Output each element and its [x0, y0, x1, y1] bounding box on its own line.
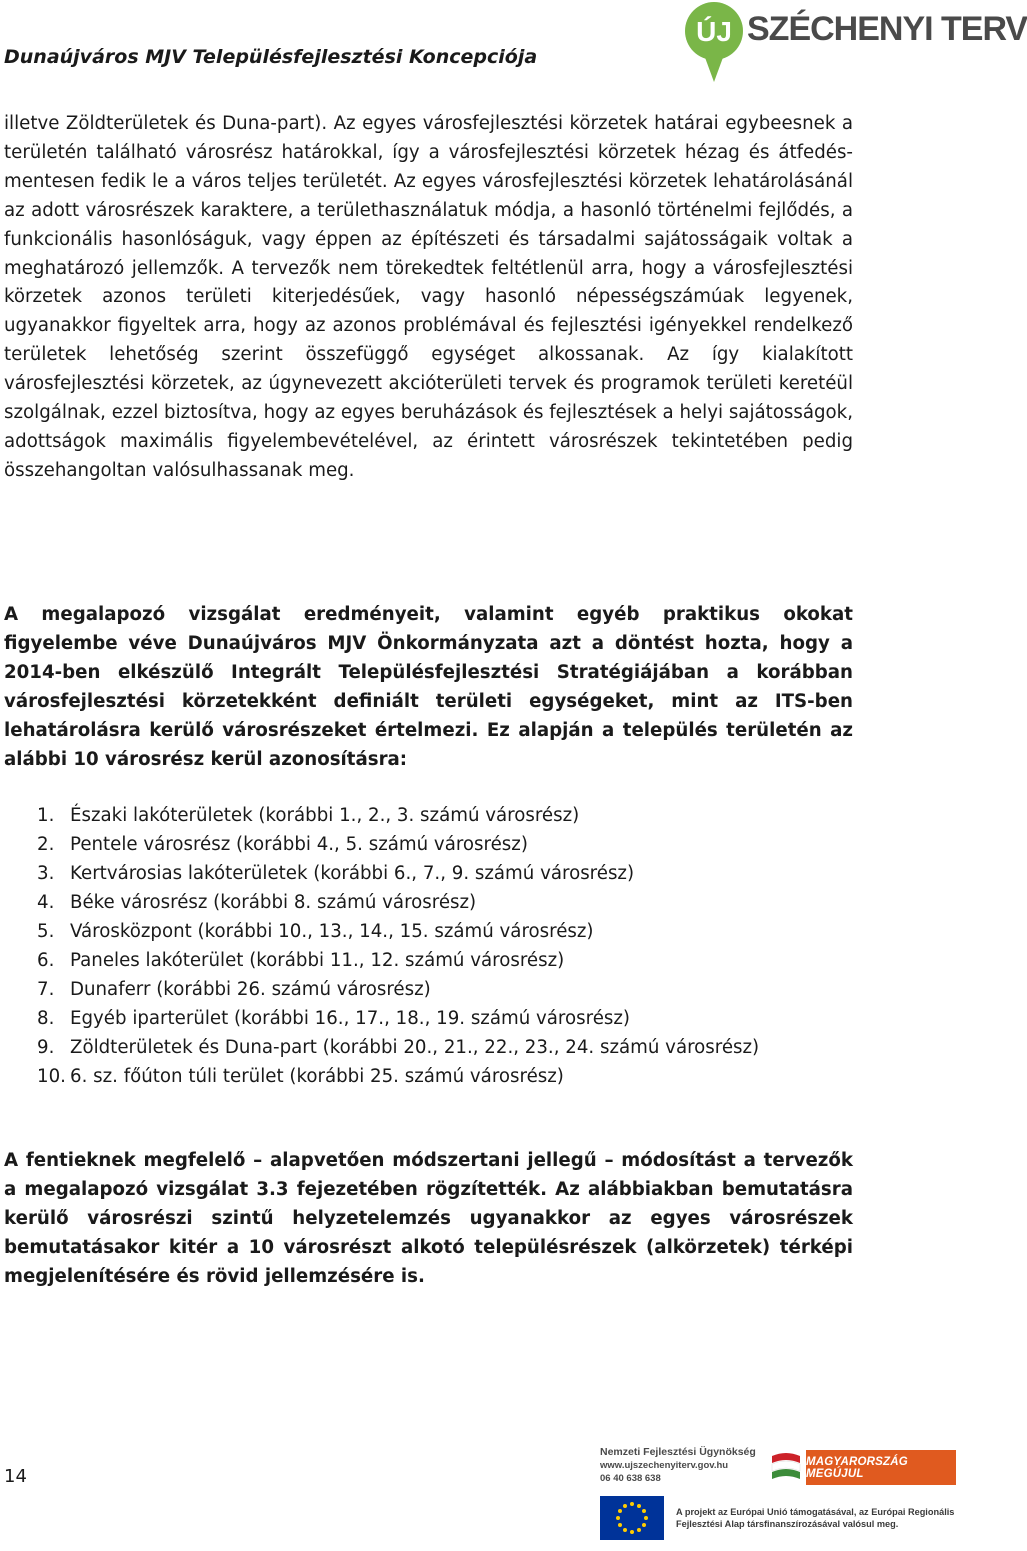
list-item-text: Északi lakóterületek (korábbi 1., 2., 3. számú városrész) — [70, 805, 580, 826]
list-item-number: 7. — [37, 979, 55, 1000]
list-item-number: 6. — [37, 950, 55, 971]
list-item — [4, 917, 853, 946]
district-list — [4, 801, 853, 1091]
list-item — [4, 888, 853, 917]
list-item-text: Zöldterületek és Duna-part (korábbi 20., 21., 22., 23., 24. számú városrész) — [70, 1037, 760, 1058]
uj-logo-mark: ÚJ — [696, 16, 732, 47]
list-item — [4, 801, 853, 830]
eu-flag-icon — [600, 1496, 664, 1540]
list-item — [4, 975, 853, 1004]
eu-funding-caption: A projekt az Európai Unió támogatásával, az Európai Regionális Fejlesztési Alap társfinanszírozásával valósul meg. — [676, 1507, 955, 1529]
document-header-title: Dunaújváros MJV Településfejlesztési Koncepciója — [4, 46, 538, 68]
list-item — [4, 1033, 853, 1062]
list-item-number: 3. — [37, 863, 55, 884]
szechenyi-terv-logo — [683, 0, 1027, 84]
paragraph-decision: A megalapozó vizsgálat eredményeit, valamint egyéb praktikus okokat figyelembe véve Dunaújváros MJV Önkormányzata azt a döntést hozta, hogy a 2014-ben elkészülő Integrált Településfejlesztési Stratégiájában a korábban városfejlesztési körzetekként definiált területi egységeket, mint az ITS-ben lehatárolásra kerülő városrészeket értelmezi. Ez alapján a település területén az alábbi 10 városrész kerül azonosításra: — [4, 604, 853, 770]
list-item-text: Pentele városrész (korábbi 4., 5. számú városrész) — [70, 834, 528, 855]
list-item-text: Béke városrész (korábbi 8. számú városrész) — [70, 892, 477, 913]
list-item-text: 6. sz. főúton túli terület (korábbi 25. számú városrész) — [70, 1066, 564, 1087]
list-item-number: 10. — [37, 1066, 66, 1087]
list-item-text: Dunaferr (korábbi 26. számú városrész) — [70, 979, 431, 1000]
list-item-number: 4. — [37, 892, 55, 913]
list-item-text: Kertvárosias lakóterületek (korábbi 6., 7., 9. számú városrész) — [70, 863, 635, 884]
list-item-number: 9. — [37, 1037, 55, 1058]
paragraph-intro: illetve Zöldterületek és Duna-part). Az egyes városfejlesztési körzetek határai egybeesnek a területén található városrész határokkal, így a városfejlesztési körzetek hézag és átfedés-mentesen fedik le a város teljes területét. Az egyes városfejlesztési körzetek lehatárolásánál az adott városrészek karaktere, a területhasználatuk módja, a hasonló történelmi fejlődés, a funkcionális hasonlóságuk, vagy éppen az építészeti és társadalmi sajátosságaik voltak a meghatározó jellemzők. A tervezők nem törekedtek feltétlenül arra, hogy a városfejlesztési körzetek azonos területi kiterjedésűek, vagy hasonló népességszámúak legyenek, ugyanakkor figyeltek arra, hogy az azonos problémával és fejlesztési igényekkel rendelkező területek lehetőség szerint összefüggő egységet alkossanak. Az így kialakított városfejlesztési körzetek, az úgynevezett akcióterületi tervek és programok területi keretéül szolgálnak, ezzel biztosítva, hogy az egyes beruházások és fejlesztések a helyi sajátosságok, adottságok maximális figyelembevételével, az érintett városrészek tekintetében pedig összehangoltan valósulhassanak meg. — [4, 113, 853, 481]
agency-name: Nemzeti Fejlesztési Ügynökség — [600, 1446, 756, 1458]
list-item — [4, 859, 853, 888]
page-number: 14 — [4, 1466, 27, 1487]
footer-logos — [600, 1446, 956, 1546]
list-item — [4, 1004, 853, 1033]
agency-website: www.ujszechenyiterv.gov.hu — [600, 1460, 729, 1471]
list-item-number: 1. — [37, 805, 55, 826]
list-item-text: Városközpont (korábbi 10., 13., 14., 15. számú városrész) — [70, 921, 594, 942]
list-item-number: 5. — [37, 921, 55, 942]
list-item — [4, 946, 853, 975]
uj-logo-icon — [683, 0, 745, 84]
logo-text: SZÉCHENYI TERV — [747, 10, 1027, 48]
agency-phone: 06 40 638 638 — [600, 1473, 661, 1484]
hungary-flag-icon — [768, 1450, 804, 1485]
list-item-text: Egyéb iparterület (korábbi 16., 17., 18., 19. számú városrész) — [70, 1008, 631, 1029]
list-item-number: 2. — [37, 834, 55, 855]
list-item — [4, 830, 853, 859]
badge-text: MAGYARORSZÁG MEGÚJUL — [806, 1450, 956, 1485]
list-item-text: Paneles lakóterület (korábbi 11., 12. számú városrész) — [70, 950, 565, 971]
magyarorszag-megujul-badge — [768, 1450, 956, 1485]
paragraph-conclusion: A fentieknek megfelelő – alapvetően módszertani jellegű – módosítást a tervezők a megalapozó vizsgálat 3.3 fejezetében rögzítették. Az alábbiakban bemutatásra kerülő városrészi szintű helyzetelemzés ugyanakkor az egyes városrészek bemutatásakor kitér a 10 városrészt alkotó településrészek (alkörzetek) térképi megjelenítésére és rövid jellemzésére is. — [4, 1150, 853, 1287]
list-item — [4, 1062, 853, 1091]
list-item-number: 8. — [37, 1008, 55, 1029]
